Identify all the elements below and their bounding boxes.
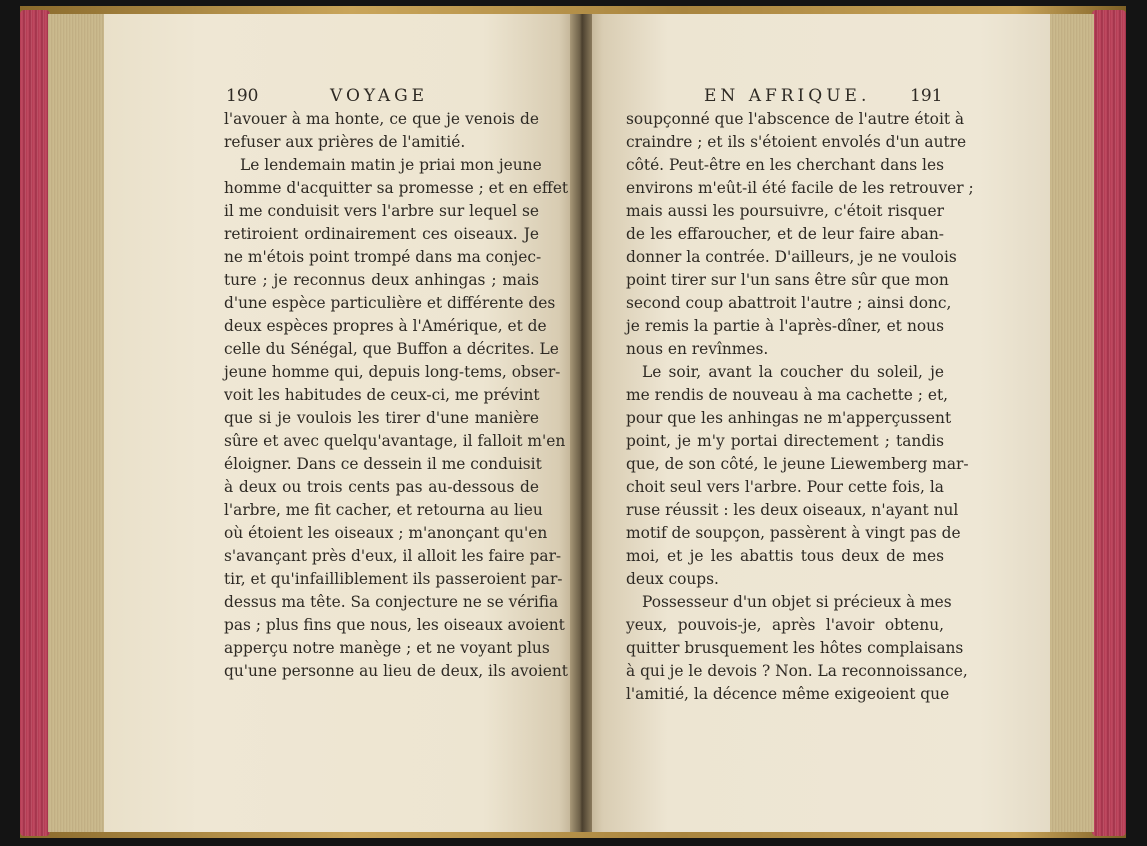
- text-line: nous en revînmes.: [626, 340, 769, 358]
- text-line: retiroient ordinairement ces oiseaux. Je: [224, 225, 539, 243]
- text-line: craindre ; et ils s'étoient envolés d'un autre: [626, 133, 967, 151]
- text-line: celle du Sénégal, que Buffon a décrites. Le: [224, 340, 559, 358]
- text-line: second coup abattroit l'autre ; ainsi donc,: [626, 294, 952, 312]
- text-line: Le lendemain matin je priai mon jeune: [240, 156, 542, 174]
- right-running-head: EN AFRIQUE.: [704, 86, 871, 106]
- left-page-number: 190: [226, 86, 259, 106]
- left-cover-edge: [20, 10, 50, 836]
- text-line: dessus ma tête. Sa conjecture ne se vérifia: [224, 593, 559, 611]
- text-line: il me conduisit vers l'arbre sur lequel se: [224, 202, 539, 220]
- text-line: quitter brusquement les hôtes complaisans: [626, 639, 964, 657]
- right-page-body: [626, 108, 974, 706]
- text-line: d'une espèce particulière et différente des: [224, 294, 556, 312]
- text-line: ture ; je reconnus deux anhingas ; mais: [224, 271, 539, 289]
- right-page-block: [1046, 14, 1094, 832]
- text-line: qu'une personne au lieu de deux, ils avoient: [224, 662, 568, 680]
- left-page-block: [48, 14, 110, 832]
- text-line: deux espèces propres à l'Amérique, et de: [224, 317, 547, 335]
- text-line: s'avançant près d'eux, il alloit les faire par-: [224, 547, 562, 565]
- text-line: apperçu notre manège ; et ne voyant plus: [224, 639, 550, 657]
- right-cover-edge: [1092, 10, 1126, 836]
- text-line: deux coups.: [626, 570, 719, 588]
- text-line: yeux, pouvois-je, après l'avoir obtenu,: [626, 616, 944, 634]
- text-line: où étoient les oiseaux ; m'anonçant qu'en: [224, 524, 548, 542]
- text-line: homme d'acquitter sa promesse ; et en effet: [224, 179, 569, 197]
- left-page-lines: [224, 108, 569, 683]
- text-line: pas ; plus fins que nous, les oiseaux avoient: [224, 616, 565, 634]
- text-line: point tirer sur l'un sans être sûr que mon: [626, 271, 949, 289]
- text-line: Possesseur d'un objet si précieux à mes: [642, 593, 952, 611]
- text-line: motif de soupçon, passèrent à vingt pas de: [626, 524, 961, 542]
- text-line: tir, et qu'infailliblement ils passeroient par-: [224, 570, 563, 588]
- book-gutter: [570, 14, 592, 832]
- text-line: sûre et avec quelqu'avantage, il falloit m'en: [224, 432, 566, 450]
- text-line: refuser aux prières de l'amitié.: [224, 133, 466, 151]
- text-line: me rendis de nouveau à ma cachette ; et,: [626, 386, 949, 404]
- text-line: mais aussi les poursuivre, c'étoit risquer: [626, 202, 944, 220]
- text-line: l'amitié, la décence même exigeoient que: [626, 685, 950, 703]
- text-line: environs m'eût-il été facile de les retrouver ;: [626, 179, 974, 197]
- text-line: Le soir, avant la coucher du soleil, je: [642, 363, 944, 381]
- left-running-head: VOYAGE: [330, 86, 429, 106]
- left-page-body: [224, 108, 569, 683]
- text-line: de les effaroucher, et de leur faire aban-: [626, 225, 944, 243]
- text-line: ne m'étois point trompé dans ma conjec-: [224, 248, 542, 266]
- text-line: jeune homme qui, depuis long-tems, obser-: [224, 363, 561, 381]
- text-line: à qui je le devois ? Non. La reconnoissance,: [626, 662, 968, 680]
- text-line: l'arbre, me fit cacher, et retourna au lieu: [224, 501, 543, 519]
- text-line: à deux ou trois cents pas au-dessous de: [224, 478, 539, 496]
- text-line: soupçonné que l'abscence de l'autre étoit à: [626, 110, 965, 128]
- text-line: point, je m'y portai directement ; tandis: [626, 432, 944, 450]
- text-line: moi, et je les abattis tous deux de mes: [626, 547, 944, 565]
- text-line: que si je voulois les tirer d'une manière: [224, 409, 539, 427]
- text-line: choit seul vers l'arbre. Pour cette fois, la: [626, 478, 944, 496]
- right-page-lines: [626, 108, 974, 706]
- text-line: donner la contrée. D'ailleurs, je ne voulois: [626, 248, 957, 266]
- text-line: l'avouer à ma honte, ce que je venois de: [224, 110, 539, 128]
- text-line: éloigner. Dans ce dessein il me conduisit: [224, 455, 542, 473]
- text-line: que, de son côté, le jeune Liewemberg mar-: [626, 455, 969, 473]
- text-line: voit les habitudes de ceux-ci, me prévint: [224, 386, 540, 404]
- text-line: pour que les anhingas ne m'apperçussent: [626, 409, 952, 427]
- text-line: ruse réussit : les deux oiseaux, n'ayant nul: [626, 501, 959, 519]
- text-line: je remis la partie à l'après-dîner, et nous: [626, 317, 944, 335]
- text-line: côté. Peut-être en les cherchant dans les: [626, 156, 944, 174]
- right-page-number: 191: [910, 86, 943, 106]
